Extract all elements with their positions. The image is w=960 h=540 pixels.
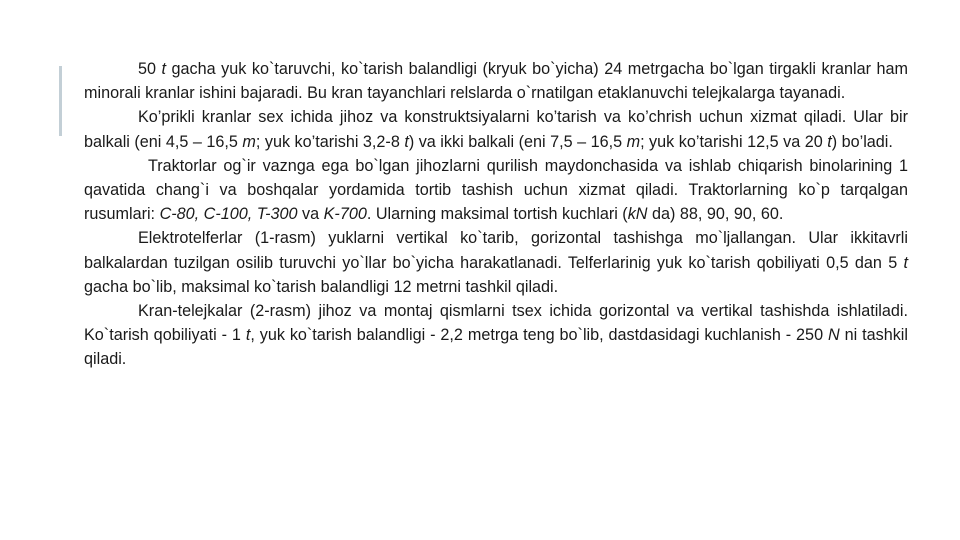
italic-text: t [245, 326, 251, 345]
italic-text: kN [627, 205, 648, 224]
text-run: ) bo’ladi. [831, 132, 893, 151]
text-run: gacha yuk ko`taruvchi, ko`tarish balandligi (kryuk bo`yicha) 24 metrgacha bo`lgan tirgakli kranlar ham minorali kranlar ishini bajaradi. Bu kran tayanchlari relslarda o`rnatilgan etaklanuvchi telejkalarga tayanadi. [84, 60, 908, 103]
italic-text: C-80, C-100, T-300 [159, 205, 298, 224]
document-body [84, 57, 908, 372]
text-run: ni tashkil qiladi. [84, 326, 908, 369]
text-run: , yuk ko`tarish balandligi - 2,2 metrga teng bo`lib, dastdasidagi kuchlanish - 250 [250, 326, 828, 345]
paragraph [84, 226, 908, 299]
text-run: gacha bo`lib, maksimal ko`tarish balandligi 12 metrni tashkil qiladi. [84, 277, 559, 296]
text-run: Ko’prikli kranlar sex ichida jihoz va konstruktsiyalarni ko’tarish va ko’chrish uchun xizmat qiladi. Ular bir balkali (eni 4,5 – 16,5 [84, 108, 908, 151]
paragraph [84, 57, 908, 105]
italic-text: m [242, 132, 256, 151]
italic-text: K-700 [323, 205, 367, 224]
text-run: Kran-telejkalar (2-rasm) jihoz va montaj qismlarni tsex ichida gorizontal va vertikal tashishda ishlatiladi. Ko`tarish qobiliyati - 1 [84, 302, 908, 345]
text-run: va [297, 205, 324, 224]
italic-text: t [827, 132, 832, 151]
italic-text: N [827, 326, 840, 345]
text-run: ) va ikki balkali (eni 7,5 – 16,5 [408, 132, 627, 151]
text-run: ; yuk ko’tarishi 12,5 va 20 [640, 132, 828, 151]
text-run: da) 88, 90, 90, 60. [647, 205, 784, 224]
italic-text: t [161, 60, 167, 78]
paragraph [84, 154, 908, 227]
text-run: ; yuk ko’tarishi 3,2-8 [255, 132, 405, 151]
italic-text: m [626, 132, 641, 151]
text-run: Traktorlar og`ir vaznga ega bo`lgan jihozlarni qurilish maydonchasida va ishlab chiqarish binolarining 1 qavatida chang`i va boshqalar yordamida tortib tashish uchun xizmat qiladi. Traktorlarning ko`p tarqalgan rusumlari: [84, 156, 908, 224]
paragraph [84, 105, 908, 153]
text-run: 50 [138, 60, 162, 78]
italic-text: t [903, 253, 908, 272]
text-run: . Ularning maksimal tortish kuchlari ( [366, 205, 628, 224]
text-run: Elektrotelferlar (1-rasm) yuklarni vertikal ko`tarib, gorizontal tashishga mo`ljallangan. Ular ikkitavrli balkalardan tuzilgan osilib turuvchi yo`llar bo`yicha harakatlanadi. Telferlarinig yuk ko`tarish qobiliyati 0,5 dan 5 [84, 229, 908, 272]
italic-text: t [404, 132, 409, 151]
paragraph [84, 299, 908, 372]
accent-bar [59, 66, 62, 136]
